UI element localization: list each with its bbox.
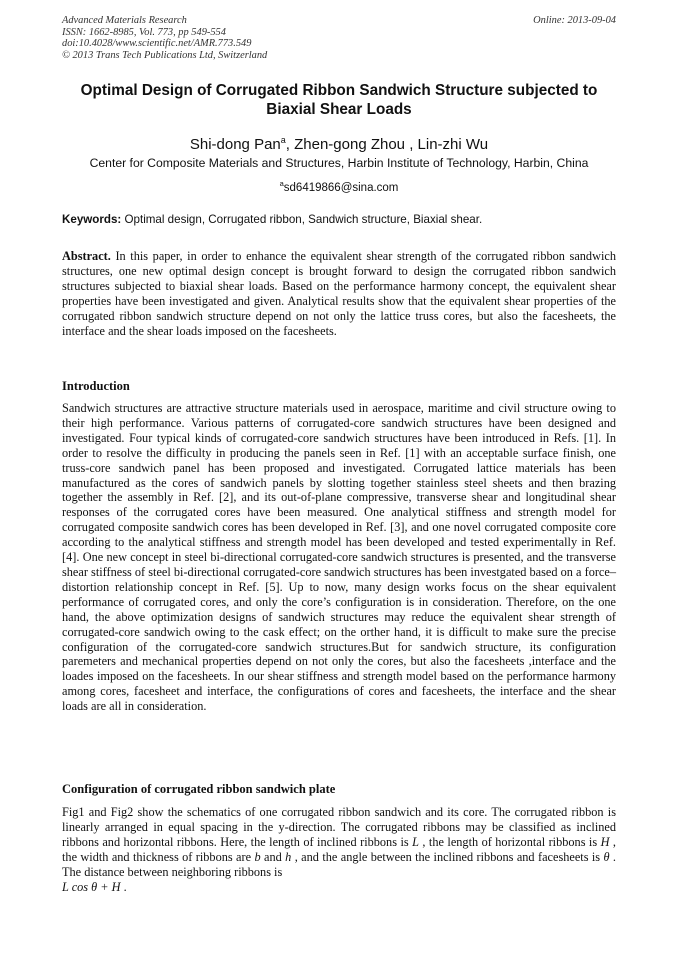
- keywords-text: Optimal design, Corrugated ribbon, Sandwich structure, Biaxial shear.: [121, 213, 483, 226]
- abstract-text: In this paper, in order to enhance the equivalent shear strength of the corrugated ribbon sandwich structures, one new optimal design concept is brought forward to design the corrugated ribbon sandwich structures subjected to biaxial shear loads. Based on the performance harmony concept, the equivalent shear properties have been investigated and given. Analytical results show that the equivalent shear properties of the corrugated ribbon sandwich structure depend on not only the lattice truss cores, but also the facesheets, the interface and the shear loads imposed on the facesheets.: [62, 249, 616, 338]
- section-heading-configuration: Configuration of corrugated ribbon sandwich plate: [62, 782, 336, 796]
- config-text: Fig1 and Fig2 show the schematics of one corrugated ribbon sandwich and its core. The corrugated ribbon is linearly arranged in equal spacing in the y-direction. The corrugated ribbons may be classified as inclined ribbons and horizontal ribbons. Here, the length of inclined ribbons is: [62, 805, 616, 849]
- math-symbol: θ: [603, 849, 610, 864]
- email-affil-mark: a: [279, 179, 284, 188]
- author-affil-mark: a: [280, 135, 286, 145]
- author-name: Shi-dong Pan: [189, 136, 281, 153]
- configuration-paragraph: [62, 805, 616, 894]
- paper-title: Optimal Design of Corrugated Ribbon Sandwich Structure subjected to Biaxial Shear Loads: [80, 82, 598, 118]
- section-heading-introduction: Introduction: [62, 379, 130, 393]
- issn-line: ISSN: 1662-8985, Vol. 773, pp 549-554: [62, 26, 226, 38]
- math-symbol: L: [412, 834, 419, 849]
- journal-name: Advanced Materials Research: [62, 15, 187, 26]
- keywords: [62, 212, 616, 227]
- math-formula: L cos θ + H: [62, 879, 121, 894]
- config-text: .: [120, 879, 127, 894]
- config-text: and: [260, 849, 286, 864]
- math-symbol: H: [600, 834, 610, 849]
- doi-line: doi:10.4028/www.scientific.net/AMR.773.549: [62, 38, 252, 50]
- abstract-label: Abstract.: [62, 249, 111, 263]
- config-text: , and the angle between the inclined ribbons and facesheets is: [291, 849, 604, 864]
- email-address: sd6419866@sina.com: [283, 181, 399, 194]
- config-text: , the length of horizontal ribbons is: [418, 834, 601, 849]
- affiliation: Center for Composite Materials and Structures, Harbin Institute of Technology, Harbin, China: [89, 156, 589, 170]
- abstract: [62, 249, 616, 338]
- copyright-line: © 2013 Trans Tech Publications Ltd, Switzerland: [62, 49, 268, 61]
- author-list: [62, 131, 616, 154]
- math-symbol: h: [285, 849, 292, 864]
- keywords-label: Keywords:: [62, 213, 122, 226]
- config-text: . The distance between neighboring ribbons is: [62, 849, 616, 879]
- config-text: , the width and thickness of ribbons are: [62, 834, 617, 864]
- math-symbol: b: [254, 849, 261, 864]
- author-names-rest: , Zhen-gong Zhou , Lin-zhi Wu: [285, 136, 489, 153]
- introduction-paragraph: Sandwich structures are attractive structure materials used in aerospace, maritime and civil structure owing to their high performance. Various patterns of corrugated-core sandwich structures have been designed and investigated. Four typical kinds of corrugated-core sandwich structures have been introduced in Refs. [1]. In order to resolve the difficulty in producing the panels seen in Ref. [1] with an acceptable surface finish, one truss-core sandwich panel has been proposed and investigated. Corrugated lattice materials has been manufactured as the cores of sandwich panels by slotting together stainless steel sheets and then brazing together the assembly in Ref. [2], and its out-of-plane compressive, transverse shear and longitudinal shear responses of the corrugated cores have been measured. One analytical stiffness and strength model for corrugated composite sandwich cores has been developed in Ref. [3], and one novel corrugated composite core according to the analytical stiffness and strength model has been developed and tested experimentally in Ref. [4]. One new concept in steel bi-directional corrugated-core sandwich structures is presented, and the transverse shear stiffness of steel bi-directional corrugated-core sandwich structures has been investgated based on a force–distortion relationship concept in Ref. [5]. Up to now, many design works focus on the shear equivalent performance of corrugated cores, and only the core’s configuration is in consideration. Therefore, on the one hand, the above optimization designs of sandwich structures may reduce the equivalent shear strength of corrugated-core sandwich owing to the cask effect; on the orther hand, it is difficult to make sure the precise configuration of the corrugated-core sandwich structures.But for sandwich structure, its configuration paremeters and mechanical properties depend on not only the cores, but also the facesheets ,interface and the loades imposed on the facesheets. In our shear stiffness and strength model based on the performance harmony among cores, facesheet and interface, the configurations of cores and facesheets, the interface and the shear loads are all in consideration.: [62, 401, 616, 714]
- journal-header: [62, 15, 616, 61]
- author-email: [62, 177, 616, 195]
- online-date: Online: 2013-09-04: [533, 15, 616, 26]
